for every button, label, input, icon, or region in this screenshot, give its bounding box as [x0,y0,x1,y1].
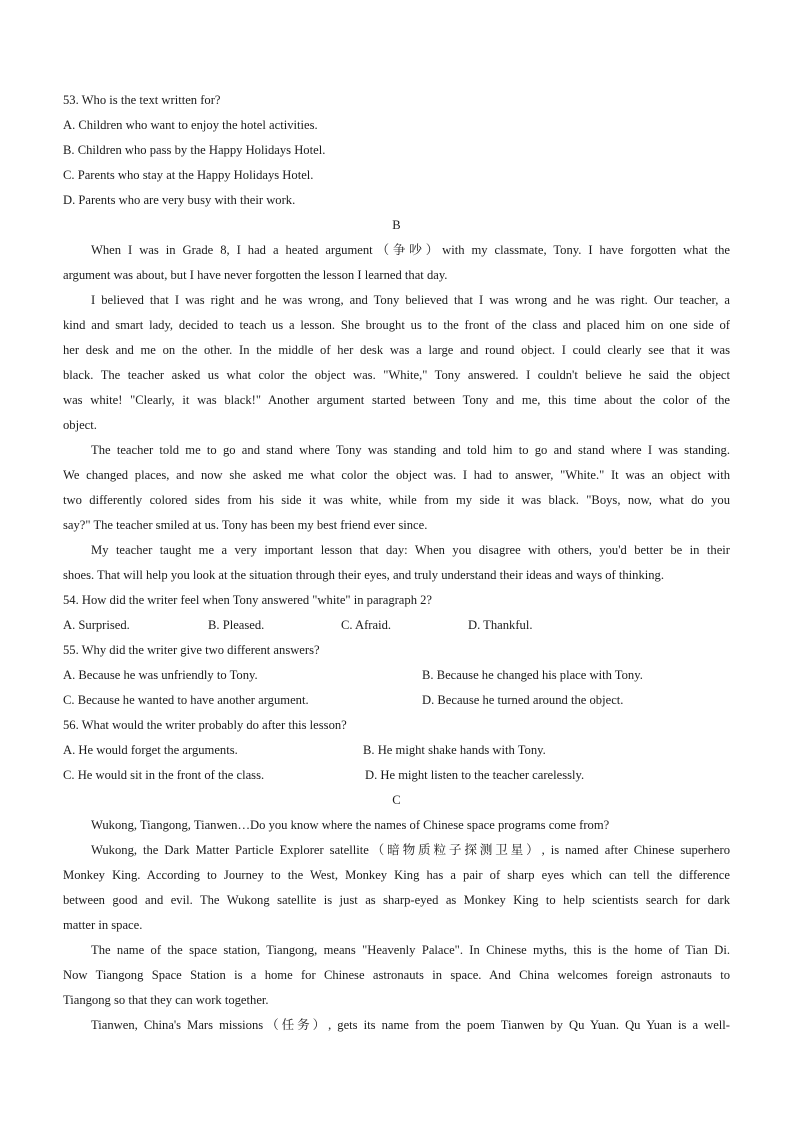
text-line: When I was in Grade 8, I had a heated argument（争吵）with my classmate, Tony. I have forgotten what the [91,243,730,257]
section-c-paragraph-2 [63,838,730,938]
text-line: I believed that I was right and he was wrong, and Tony believed that I was wrong and he was right. Our teacher, a [91,293,730,307]
question-53: 53. Who is the text written for? [63,93,221,107]
text-line: Tianwen, China's Mars missions（任务）, gets its name from the poem Tianwen by Qu Yuan. Qu Yuan is a well- [91,1018,730,1032]
section-b-paragraph-4 [63,538,730,588]
text-line: The name of the space station, Tiangong, means "Heavenly Palace". In Chinese myths, this is the home of Tian Di. [91,943,730,957]
text-line: her desk and me on the other. In the middle of her desk was a large and round object. I could clearly see that it was [63,343,730,357]
text-line: The teacher told me to go and stand where Tony was standing and told him to go and stand where I was standing. [91,443,730,457]
q56-option-a: A. He would forget the arguments. [63,743,238,757]
section-c-paragraph-4 [63,1013,730,1038]
q55-option-c: C. Because he wanted to have another argument. [63,693,309,707]
q53-option-b: B. Children who pass by the Happy Holidays Hotel. [63,143,326,157]
q55-options-row-2 [63,688,730,713]
q54-option-c: C. Afraid. [341,618,392,632]
text-line: two differently colored sides from his side it was white, while from my side it was black. "Boys, now, what do you [63,493,730,507]
q53-option-d: D. Parents who are very busy with their work. [63,193,296,207]
section-b-paragraph-2 [63,288,730,438]
text-line: black. The teacher asked us what color the object was. "White," Tony answered. I couldn't believe he said the object [63,368,730,382]
text-line: between good and evil. The Wukong satellite is just as sharp-eyed as Monkey King to help scientists search for dark [63,893,730,907]
section-b-paragraph-1 [63,238,730,288]
q56-option-c: C. He would sit in the front of the class. [63,768,265,782]
section-c-paragraph-1 [63,813,730,838]
q54-options [63,613,730,638]
q54-option-d: D. Thankful. [468,618,533,632]
text-line: say?" The teacher smiled at us. Tony has been my best friend ever since. [63,518,428,532]
text-line: We changed places, and now she asked me what color the object was. I had to answer, "White." It was an object with [63,468,730,482]
text-line: object. [63,418,97,432]
q56-options-row-2 [63,763,730,788]
text-line: Wukong, the Dark Matter Particle Explorer satellite（暗物质粒子探测卫星）, is named after Chinese superhero [91,843,730,857]
text-line: was white! "Clearly, it was black!" Another argument started between Tony and me, this time about the color of the [63,393,730,407]
text-line: argument was about, but I have never forgotten the lesson I learned that day. [63,268,448,282]
text-line: My teacher taught me a very important lesson that day: When you disagree with others, you'd better be in their [91,543,730,557]
section-b-heading: B [392,218,401,232]
text-line: Monkey King. According to Journey to the West, Monkey King has a pair of sharp eyes which can tell the difference [63,868,730,882]
q56-option-d: D. He might listen to the teacher carelessly. [365,768,585,782]
q54-option-b: B. Pleased. [208,618,265,632]
q55-option-a: A. Because he was unfriendly to Tony. [63,668,258,682]
q56-option-b: B. He might shake hands with Tony. [363,743,546,757]
section-b-paragraph-3 [63,438,730,538]
text-line: Now Tiangong Space Station is a home for Chinese astronauts in space. And China welcomes foreign astronauts to [63,968,730,982]
section-c-heading: C [392,793,401,807]
section-c-paragraph-3 [63,938,730,1013]
text-line: kind and smart lady, decided to teach us a lesson. She brought us to the front of the class and placed him on one side of [63,318,730,332]
text-line: Tiangong so that they can work together. [63,993,269,1007]
text-line: matter in space. [63,918,143,932]
question-54: 54. How did the writer feel when Tony answered "white" in paragraph 2? [63,593,433,607]
q55-option-b: B. Because he changed his place with Tony. [422,668,643,682]
page-content [63,88,730,1038]
question-55: 55. Why did the writer give two different answers? [63,643,320,657]
question-56: 56. What would the writer probably do after this lesson? [63,718,347,732]
q55-option-d: D. Because he turned around the object. [422,693,624,707]
q53-option-a: A. Children who want to enjoy the hotel activities. [63,118,318,132]
text-line: Wukong, Tiangong, Tianwen…Do you know where the names of Chinese space programs come from? [91,818,610,832]
q54-option-a: A. Surprised. [63,618,130,632]
q56-options-row-1 [63,738,730,763]
q55-options-row-1 [63,663,730,688]
text-line: shoes. That will help you look at the situation through their eyes, and truly understand their ideas and ways of thinking. [63,568,665,582]
q53-option-c: C. Parents who stay at the Happy Holidays Hotel. [63,168,314,182]
